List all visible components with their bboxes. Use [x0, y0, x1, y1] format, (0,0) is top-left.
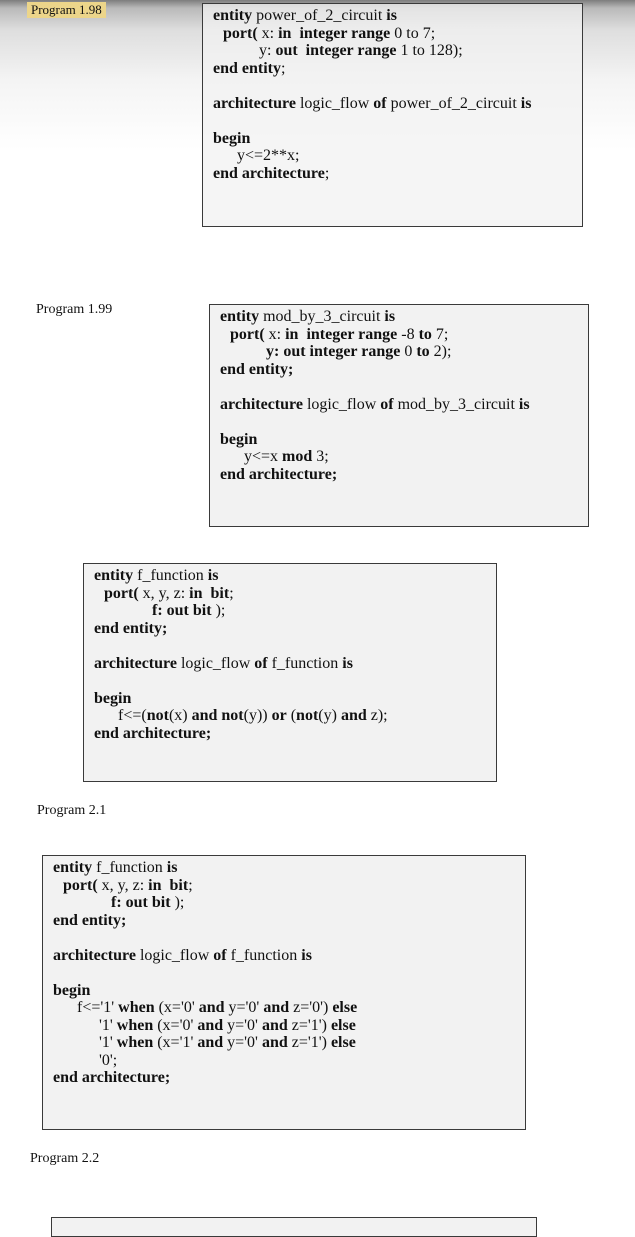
code-line: end architecture; [94, 724, 212, 742]
code-line: f<='1' when (x='0' and y='0' and z='0') else [77, 999, 358, 1016]
code-line: architecture logic_flow of power_of_2_circuit is [213, 94, 532, 112]
code-line: y<=x mod 3; [244, 448, 329, 465]
code-line: entity power_of_2_circuit is [213, 7, 397, 24]
code-box-program-2-2 [42, 855, 526, 1130]
code-line: end entity; [53, 911, 127, 929]
code-box-next-partial [51, 1217, 537, 1237]
code-line: begin [53, 981, 91, 999]
program-1-98-label: Program 1.98 [27, 2, 106, 18]
code-line: entity f_function is [94, 567, 219, 584]
code-line: port( x, y, z: in bit; [63, 876, 193, 894]
code-box-program-1-99 [209, 304, 589, 527]
code-line: begin [213, 129, 251, 147]
code-line: f: out bit ); [111, 894, 185, 911]
code-line: port( x, y, z: in bit; [104, 584, 234, 602]
code-line: '0'; [99, 1051, 118, 1069]
code-line: '1' when (x='0' and y='0' and z='1') else [99, 1016, 356, 1034]
code-box-program-2-1 [83, 563, 497, 782]
code-line: port( x: in integer range 0 to 7; [223, 24, 436, 42]
code-line: end architecture; [213, 164, 330, 182]
code-line: end architecture; [220, 465, 338, 483]
code-line: f: out bit ); [152, 602, 226, 619]
program-2-2-label: Program 2.2 [30, 1151, 100, 1166]
code-line: architecture logic_flow of f_function is [94, 654, 353, 672]
code-line: entity f_function is [53, 859, 178, 876]
code-box-program-1-98 [202, 3, 583, 227]
code-line: begin [220, 430, 258, 448]
code-line: architecture logic_flow of mod_by_3_circuit is [220, 395, 530, 413]
code-line: begin [94, 689, 132, 707]
code-line: end entity; [94, 619, 168, 637]
code-line: end entity; [213, 59, 286, 77]
program-1-99-label: Program 1.99 [36, 302, 113, 317]
code-line: architecture logic_flow of f_function is [53, 946, 312, 964]
code-line: end architecture; [53, 1069, 171, 1086]
code-line: port( x: in integer range -8 to 7; [230, 325, 449, 343]
code-line: '1' when (x='1' and y='0' and z='1') else [99, 1034, 356, 1051]
code-line: f<=(not(x) and not(y)) or (not(y) and z); [118, 707, 388, 724]
code-line: end entity; [220, 360, 294, 378]
code-line: entity mod_by_3_circuit is [220, 308, 396, 325]
code-line: y: out integer range 1 to 128); [259, 42, 463, 59]
code-line: y: out integer range 0 to 2); [266, 343, 452, 360]
code-line: y<=2**x; [237, 147, 300, 164]
program-2-1-label: Program 2.1 [37, 803, 107, 818]
